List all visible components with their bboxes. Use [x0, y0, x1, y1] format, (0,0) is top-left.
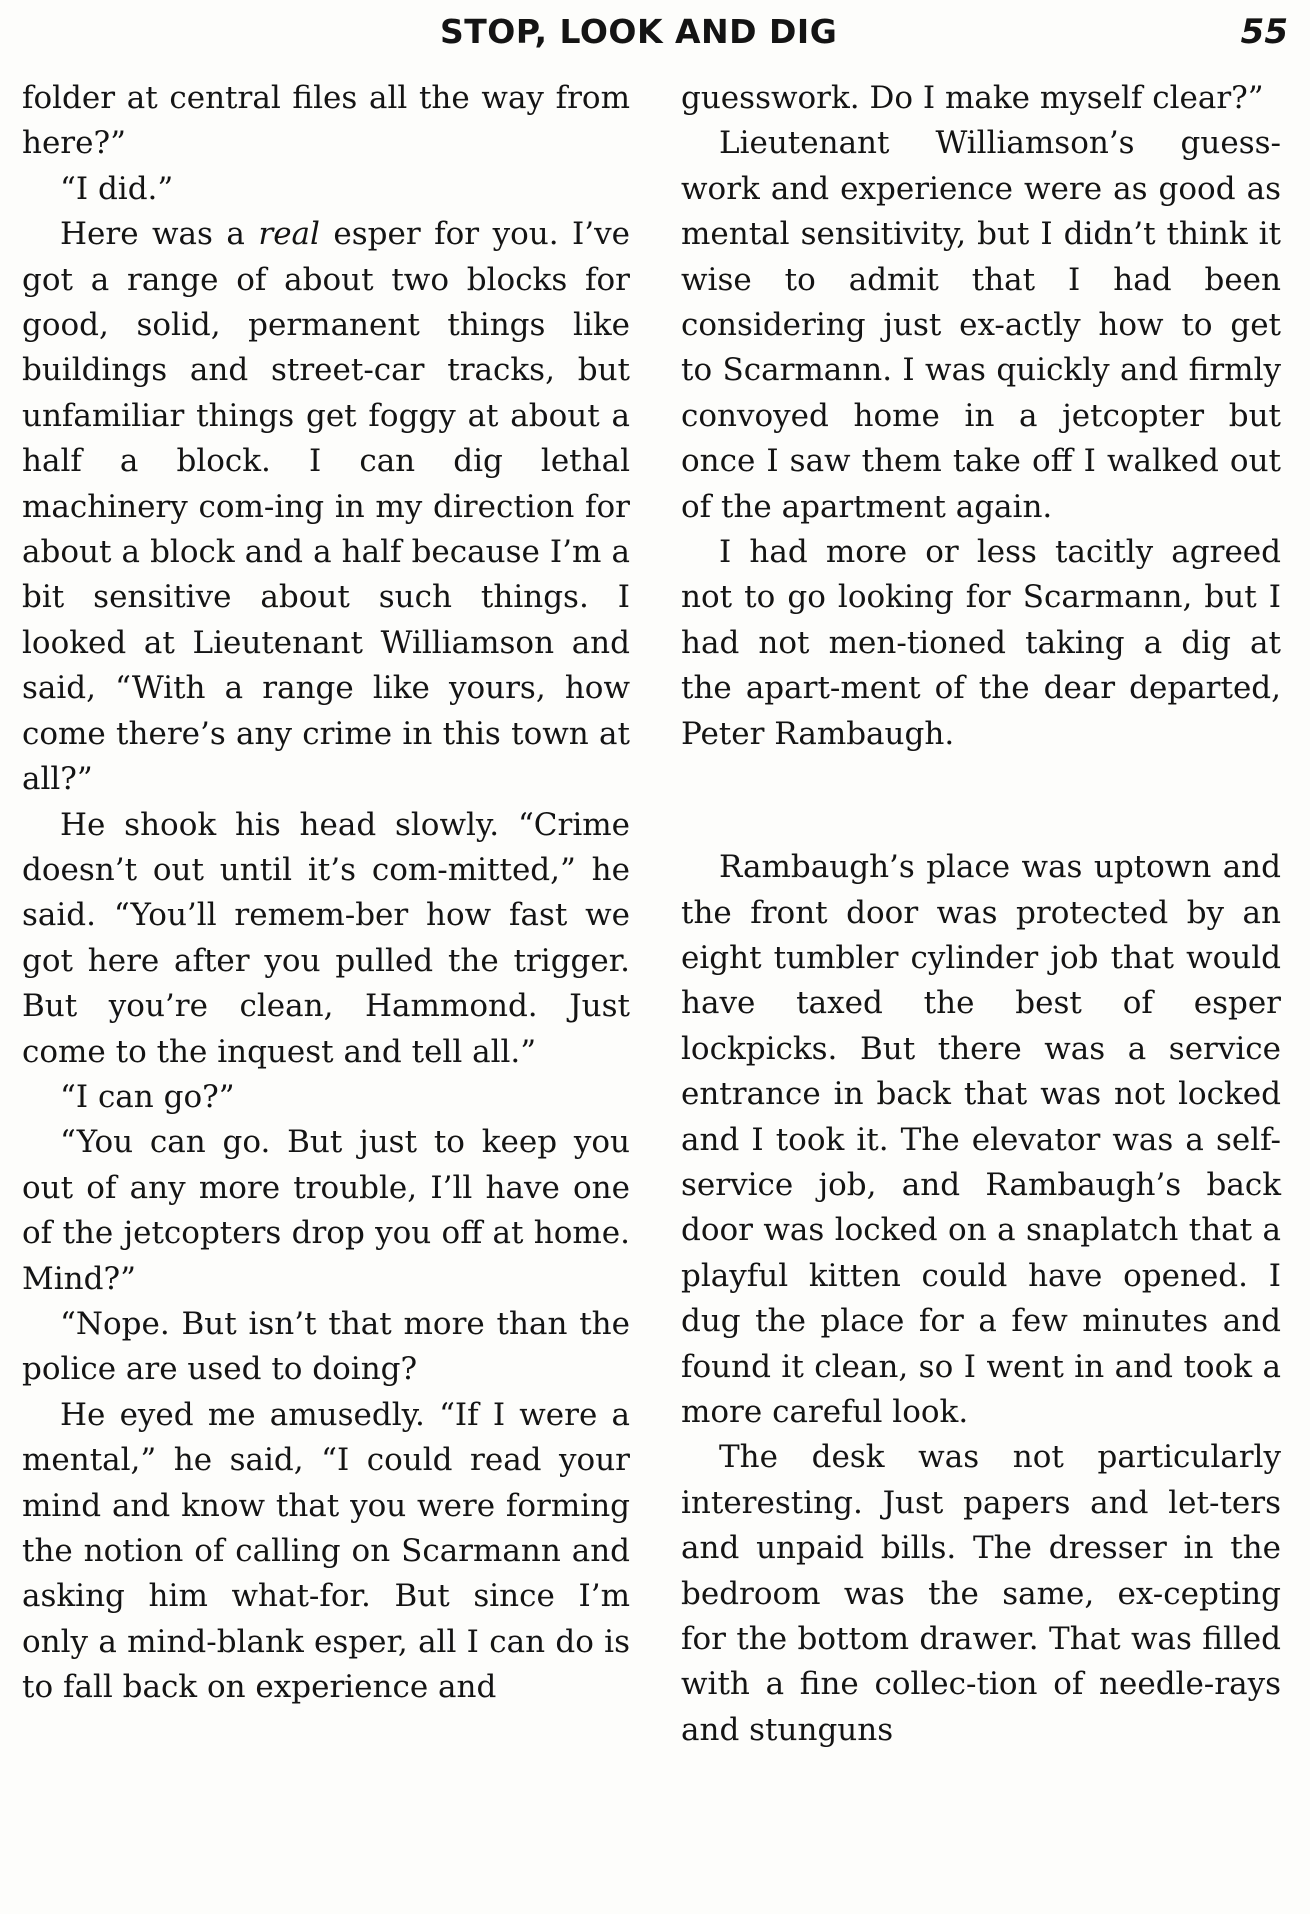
section-break-paragraph: Rambaugh’s place was uptown and the front door was protected by an eight tumbler cylinder job that would have taxed the best of esper lockpicks. But there was a service entrance in back that was not locked and I took it. The elevator was a self-service job, and Rambaugh’s back door was locked on a snaplatch that a playful kitten could have opened. I dug the place for a few minutes and found it clean, so I went in and took a more careful look.: [681, 849, 1281, 1430]
paragraph: He eyed me amusedly. “If I were a mental,” he said, “I could read your mind and know that you were forming the notion of calling on Scarmann and asking him what-for. But since I’m only a mind-blank esper, all I can do is to fall back on experience and: [22, 1396, 630, 1706]
paragraph: The desk was not particularly interesting. Just papers and let-ters and unpaid bills. The dresser in the bedroom was the same, ex-cepting for the bottom drawer. That was filled with a fine collec-tion of needle-rays and stunguns: [681, 1439, 1281, 1748]
paragraph: Here was a real esper for you. I’ve got a range of about two blocks for good, solid, permanent things like buildings and street-car tracks, but unfamiliar things get foggy at about a half a block. I can dig lethal machinery com-ing in my direction for about a block and a half because I’m a bit sensitive about such things. I looked at Lieutenant Williamson and said, “With a range like yours, how come there’s any crime in this town at all?”: [22, 216, 631, 798]
paragraph: “I can go?”: [60, 1078, 235, 1115]
paragraph: I had more or less tacitly agreed not to go looking for Scarmann, but I had not men-tioned taking a dig at the apart-ment of the dear departed, Peter Rambaugh.: [681, 534, 1281, 752]
paragraph: “Nope. But isn’t that more than the police are used to doing?: [22, 1305, 630, 1388]
paragraph: Lieutenant Williamson’s guess-work and experience were as good as mental sensitivity, but I didn’t think it wise to admit that I had been considering just ex-actly how to get to Scarmann. I was quickly and firmly convoyed home in a jetcopter but once I saw them take off I walked out of the apartment again.: [681, 125, 1281, 525]
left-column: [22, 76, 630, 1711]
paragraph: folder at central files all the way from here?”: [22, 80, 630, 162]
paragraph: He shook his head slowly. “Crime doesn’t out until it’s com-mitted,” he said. “You’ll remem-ber how fast we got here after you pulled the trigger. But you’re clean, Hammond. Just come to the inquest and tell all.”: [22, 806, 630, 1070]
paragraph: guesswork. Do I make myself clear?”: [681, 80, 1264, 116]
page-header: [0, 10, 1310, 60]
page-number: 55: [1240, 12, 1288, 52]
paragraph: “You can go. But just to keep you out of any more trouble, I’ll have one of the jetcopters drop you off at home. Mind?”: [22, 1124, 630, 1297]
emphasis: real: [258, 216, 320, 253]
running-title: STOP, LOOK AND DIG: [440, 12, 838, 51]
paragraph: “I did.”: [60, 170, 174, 207]
right-column: [681, 76, 1281, 1753]
